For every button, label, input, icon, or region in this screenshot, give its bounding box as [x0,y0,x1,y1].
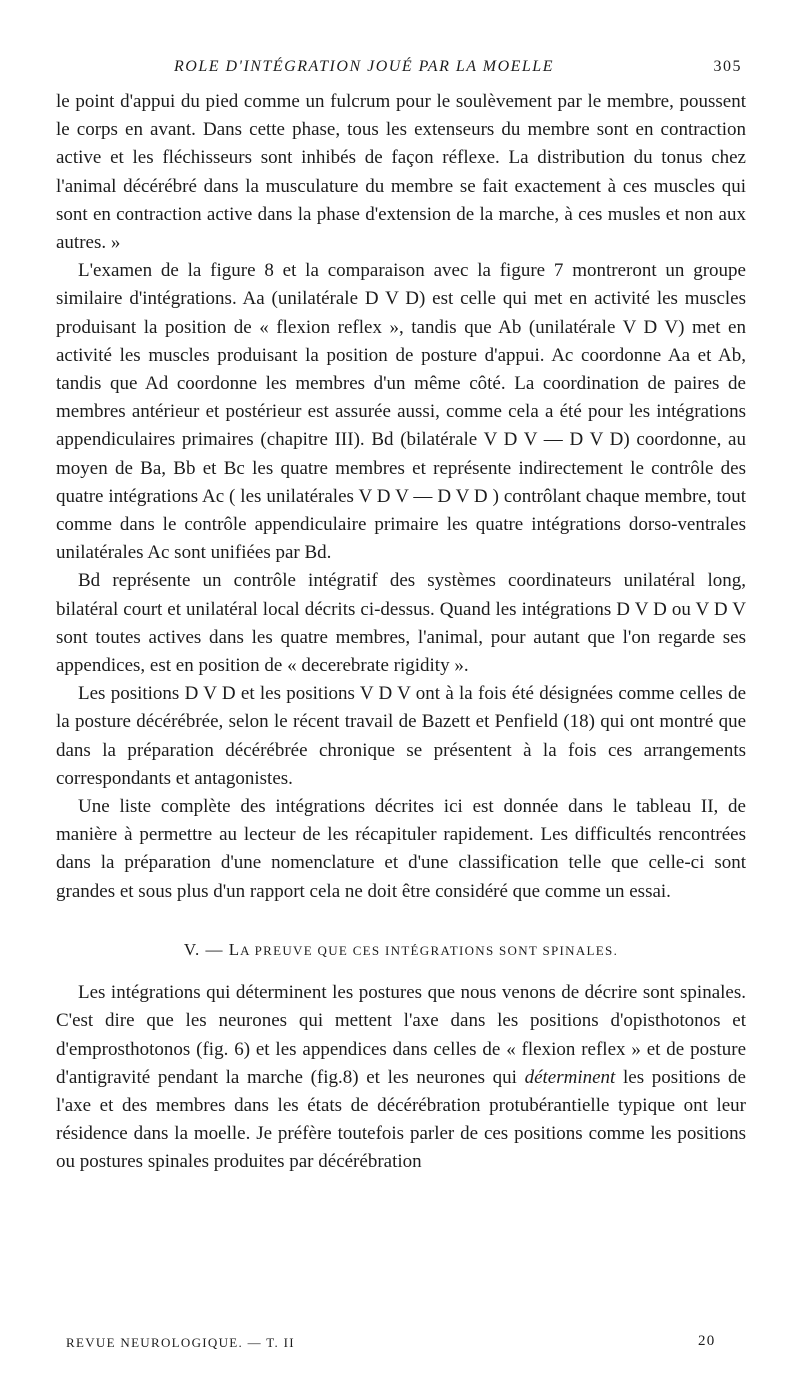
paragraph-spinal-part-1: Les intégrations qui déterminent les postures que nous venons de décrire sont spinales. C'est dire que les neurones qui mettent l'axe dans les positions d'opisthotonos et d'emprosthotonos (fig. 6) et les appendices dans celles de « flexion reflex » et de posture d'antigravité pendant la marche (fig.8) et les neurones qui [56,982,746,1088]
page-number: 305 [713,58,742,75]
paragraph-continuation: le point d'appui du pied comme un fulcrum pour le soulèvement par le membre, poussent le corps en avant. Dans cette phase, tous les extenseurs du membre sont en contraction active et les fléchisseurs sont inhibés de façon réflexe. La distribution du tonus chez l'animal décérébré dans la musculature du membre se fait exactement à ces muscles qui sont en contraction active dans la phase d'extension de la marche, à ces musles et non aux autres. » [56,91,746,254]
section-heading [56,936,746,965]
body-text [56,88,746,1177]
running-head [56,58,746,82]
paragraph-positions: Les positions D V D et les positions V D V ont à la fois été désignées comme celles de la posture décérébrée, selon le récent travail de Bazett et Penfield (18) qui ont montré que dans la préparation décérébrée chronique se présentent à la fois ces arrangements correspondants et antagonistes. [56,683,746,789]
section-number: V. — [183,939,224,959]
signature-mark: 20 [698,1333,716,1349]
paragraph-spinal-part-2: les positions de l'axe et des membres dans les états de décérébration protubérantielle typique ont leur résidence dans la moelle. Je préfère toutefois parler de ces positions comme les positions ou postures spinales produites par décérébration [56,1066,746,1173]
paragraph-spinal-italic: déterminent [524,1066,616,1088]
paragraph-figure-comparison: L'examen de la figure 8 et la comparaison avec la figure 7 montreront un groupe similaire d'intégrations. Aa (unilatérale D V D) est celle qui met en activité les muscles produisant la position de « flexion reflex », tandis que Ab (unilatérale V D V) met en activité les muscles produisant la position de posture d'appui. Ac coordonne Aa et Ab, tandis que Ad coordonne les membres d'un même côté. La coordination de paires de membres antérieur et postérieur est assurée aussi, comme cela a été pour les intégrations appendiculaires primaires (chapitre III). Bd (bilatérale V D V — D V D) coordonne, au moyen de Ba, Bb et Bc les quatre membres et représente indirectement le contrôle des quatre intégrations Ac ( les unilatérales V D V — D V D ) contrôlant chaque membre, tout comme dans le contrôle appendiculaire primaire les quatre intégrations dorso-ventrales unilatérales Ac sont unifiées par Bd. [56,260,746,564]
paragraph-table-ii: Une liste complète des intégrations décrites ici est donnée dans le tableau II, de manière à permettre au lecteur de les récapituler rapidement. Les difficultés rencontrées dans la préparation d'une nomenclature et d'une classification telle que celle-ci sont grandes et sous plus d'un rapport cela ne doit être considéré que comme un essai. [56,796,746,902]
section-initial: L [228,939,241,959]
journal-footer: REVUE NEUROLOGIQUE. — T. II [66,1335,295,1350]
running-title: ROLE D'INTÉGRATION JOUÉ PAR LA MOELLE [174,58,554,75]
page-footer [66,1333,742,1355]
paragraph-spinal-integrations [56,979,746,1176]
paragraph-bd-control: Bd représente un contrôle intégratif des systèmes coordinateurs unilatéral long, bilatéral court et unilatéral local décrits ci-dessus. Quand les intégrations D V D ou V D V sont toutes actives dans les quatre membres, l'animal, pour autant que l'on regarde ses appendices, est en position de « decerebrate rigidity ». [56,570,746,677]
section-title: A PREUVE QUE CES INTÉGRATIONS SONT SPINALES. [240,942,619,958]
